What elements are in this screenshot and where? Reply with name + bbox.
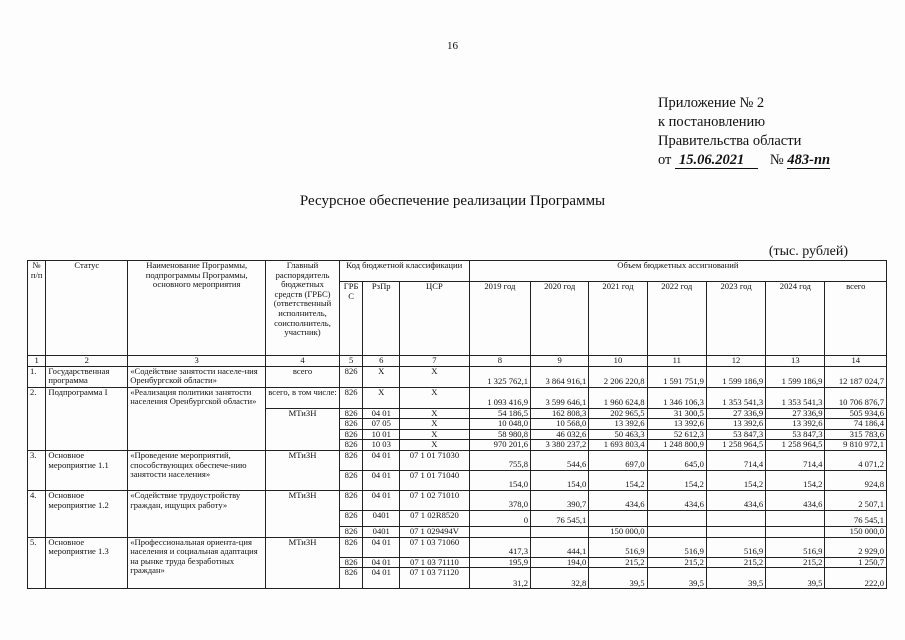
row-csr: Х — [400, 387, 470, 408]
row-number: 2. — [28, 387, 46, 450]
value-total: 315 783,6 — [825, 429, 887, 440]
header-n: № п/п — [28, 261, 46, 356]
value-2019: 58 980,8 — [469, 429, 530, 440]
value-2019: 10 048,0 — [469, 419, 530, 430]
value-2024: 434,6 — [766, 490, 825, 510]
row-grbs: всего — [266, 366, 340, 387]
value-2021: 434,6 — [589, 490, 647, 510]
value-total: 4 071,2 — [825, 450, 887, 470]
header-grbs-code: ГРБ С — [339, 282, 363, 356]
table-row — [28, 490, 887, 510]
row-name: «Проведение мероприятий, способствующих обеспече-нию занятости населения» — [128, 450, 266, 490]
table-row — [28, 537, 887, 557]
units-label: (тыс. рублей) — [768, 244, 848, 259]
value-2024: 27 336,9 — [766, 408, 825, 419]
value-2019: 1 325 762,1 — [469, 366, 530, 387]
value-2019 — [469, 526, 530, 537]
header-2020: 2020 год — [531, 282, 589, 356]
value-2024: 53 847,3 — [766, 429, 825, 440]
value-2022: 52 612,3 — [647, 429, 706, 440]
col-number: 11 — [647, 356, 706, 367]
header-2023: 2023 год — [706, 282, 765, 356]
value-2024: 13 392,6 — [766, 419, 825, 430]
row-status: Подпрограмма I — [46, 387, 128, 450]
value-total: 76 545,1 — [825, 510, 887, 526]
value-total: 10 706 876,7 — [825, 387, 887, 408]
value-2022: 31 300,5 — [647, 408, 706, 419]
value-2020: 10 568,0 — [531, 419, 589, 430]
value-2021: 13 392,6 — [589, 419, 647, 430]
value-2020: 194,0 — [531, 557, 589, 568]
value-2024 — [766, 510, 825, 526]
value-total: 505 934,6 — [825, 408, 887, 419]
row-rzpr: 10 03 — [363, 440, 400, 451]
row-grbs-code: 826 — [339, 408, 363, 419]
row-csr: 07 1 01 71040 — [400, 470, 470, 490]
appendix-line-2: к постановлению — [658, 114, 766, 130]
row-grbs: всего, в том числе: — [266, 387, 340, 408]
appendix-date: 15.06.2021 — [675, 152, 758, 169]
row-rzpr: 04 01 — [363, 450, 400, 470]
row-number: 1. — [28, 366, 46, 387]
value-2020: 3 380 237,2 — [531, 440, 589, 451]
row-grbs-code: 826 — [339, 470, 363, 490]
value-2021: 697,0 — [589, 450, 647, 470]
value-2023: 39,5 — [706, 568, 765, 589]
col-number: 8 — [469, 356, 530, 367]
value-2020: 390,7 — [531, 490, 589, 510]
value-2024: 39,5 — [766, 568, 825, 589]
appendix-dateline — [658, 151, 830, 170]
row-grbs-code: 826 — [339, 568, 363, 589]
appendix-line-3: Правительства области — [658, 133, 802, 149]
row-csr: 07 1 01 71030 — [400, 450, 470, 470]
value-2021: 154,2 — [589, 470, 647, 490]
value-total: 12 187 024,7 — [825, 366, 887, 387]
value-2019: 417,3 — [469, 537, 530, 557]
row-grbs-code: 826 — [339, 440, 363, 451]
value-total: 2 929,0 — [825, 537, 887, 557]
row-rzpr: 0401 — [363, 510, 400, 526]
value-2023: 1 599 186,9 — [706, 366, 765, 387]
header-2022: 2022 год — [647, 282, 706, 356]
table-row — [28, 450, 887, 470]
value-2023: 53 847,3 — [706, 429, 765, 440]
row-number: 5. — [28, 537, 46, 589]
row-number: 4. — [28, 490, 46, 537]
value-2023 — [706, 510, 765, 526]
value-total: 222,0 — [825, 568, 887, 589]
resource-table — [27, 260, 887, 589]
row-grbs-code: 826 — [339, 366, 363, 387]
row-rzpr: Х — [363, 366, 400, 387]
row-name: «Содействие занятости населе-ния Оренбургской области» — [128, 366, 266, 387]
col-number: 14 — [825, 356, 887, 367]
row-grbs: МТиЗН — [266, 537, 340, 589]
value-2020: 46 032,6 — [531, 429, 589, 440]
value-2023 — [706, 526, 765, 537]
value-total: 74 186,4 — [825, 419, 887, 430]
value-2021: 1 960 624,8 — [589, 387, 647, 408]
value-2021: 215,2 — [589, 557, 647, 568]
row-name: «Содействие трудоустройству граждан, ищущих работу» — [128, 490, 266, 537]
value-2021: 202 965,5 — [589, 408, 647, 419]
value-total: 924,8 — [825, 470, 887, 490]
column-number-row — [28, 356, 887, 367]
value-2023: 154,2 — [706, 470, 765, 490]
value-2020: 162 808,3 — [531, 408, 589, 419]
row-csr: 07 1 03 71110 — [400, 557, 470, 568]
row-grbs-code: 826 — [339, 490, 363, 510]
date-prefix: от — [658, 152, 672, 168]
col-number: 2 — [46, 356, 128, 367]
row-csr: Х — [400, 408, 470, 419]
value-2024: 714,4 — [766, 450, 825, 470]
value-2023: 714,4 — [706, 450, 765, 470]
value-2019: 154,0 — [469, 470, 530, 490]
row-csr: 07 1 02 71010 — [400, 490, 470, 510]
row-grbs-code: 826 — [339, 450, 363, 470]
row-csr: 07 1 02R8520 — [400, 510, 470, 526]
col-number: 1 — [28, 356, 46, 367]
value-2023: 1 258 964,5 — [706, 440, 765, 451]
row-rzpr: 04 01 — [363, 557, 400, 568]
value-2024: 1 353 541,3 — [766, 387, 825, 408]
value-2024: 516,9 — [766, 537, 825, 557]
row-name: «Профессиональная ориента-ция населения и социальная адаптация на рынке труда безработных граждан» — [128, 537, 266, 589]
col-number: 7 — [400, 356, 470, 367]
col-number: 4 — [266, 356, 340, 367]
value-2020: 544,6 — [531, 450, 589, 470]
value-2019: 195,9 — [469, 557, 530, 568]
header-grbs: Главный распорядитель бюджетных средств (ГРБС) (ответственный исполнитель, соисполнитель, участник) — [266, 261, 340, 356]
row-grbs-code: 826 — [339, 429, 363, 440]
value-total: 9 810 972,1 — [825, 440, 887, 451]
value-total: 2 507,1 — [825, 490, 887, 510]
table-row — [28, 366, 887, 387]
value-2021: 39,5 — [589, 568, 647, 589]
document-title: Ресурсное обеспечение реализации Программы — [299, 193, 606, 209]
value-2022: 13 392,6 — [647, 419, 706, 430]
row-name: «Реализация политики занятости населения Оренбургской области» — [128, 387, 266, 450]
value-2019: 755,8 — [469, 450, 530, 470]
value-2021: 2 206 220,8 — [589, 366, 647, 387]
col-number: 5 — [339, 356, 363, 367]
value-2022: 434,6 — [647, 490, 706, 510]
value-2021: 150 000,0 — [589, 526, 647, 537]
value-2019: 54 186,5 — [469, 408, 530, 419]
row-csr: Х — [400, 366, 470, 387]
value-2021: 1 693 803,4 — [589, 440, 647, 451]
row-csr: Х — [400, 440, 470, 451]
row-grbs-code: 826 — [339, 419, 363, 430]
value-2022 — [647, 526, 706, 537]
value-2019: 31,2 — [469, 568, 530, 589]
row-rzpr: 04 01 — [363, 470, 400, 490]
value-2020: 76 545,1 — [531, 510, 589, 526]
row-grbs: МТиЗН — [266, 490, 340, 537]
value-2024: 1 258 964,5 — [766, 440, 825, 451]
header-name: Наименование Программы, подпрограммы Программы, основного мероприятия — [128, 261, 266, 356]
value-2023: 27 336,9 — [706, 408, 765, 419]
row-grbs-code: 826 — [339, 537, 363, 557]
value-2020 — [531, 526, 589, 537]
row-grbs-code: 826 — [339, 557, 363, 568]
col-number: 12 — [706, 356, 765, 367]
col-number: 13 — [766, 356, 825, 367]
col-number: 3 — [128, 356, 266, 367]
header-2019: 2019 год — [469, 282, 530, 356]
value-total: 150 000,0 — [825, 526, 887, 537]
col-number: 9 — [531, 356, 589, 367]
row-rzpr: 04 01 — [363, 537, 400, 557]
row-number: 3. — [28, 450, 46, 490]
value-2023: 516,9 — [706, 537, 765, 557]
value-2022: 215,2 — [647, 557, 706, 568]
row-rzpr: 10 01 — [363, 429, 400, 440]
value-2024: 215,2 — [766, 557, 825, 568]
value-2022: 1 346 106,3 — [647, 387, 706, 408]
value-2019: 378,0 — [469, 490, 530, 510]
value-total: 1 250,7 — [825, 557, 887, 568]
row-rzpr: Х — [363, 387, 400, 408]
value-2022: 1 248 800,9 — [647, 440, 706, 451]
header-total: всего — [825, 282, 887, 356]
header-volume: Объем бюджетных ассигнований — [469, 261, 886, 282]
row-grbs: МТиЗН — [266, 450, 340, 490]
row-status: Основное мероприятие 1.2 — [46, 490, 128, 537]
header-csr: ЦСР — [400, 282, 470, 356]
value-2020: 32,8 — [531, 568, 589, 589]
value-2022 — [647, 510, 706, 526]
row-status: Основное мероприятие 1.1 — [46, 450, 128, 490]
value-2019: 970 201,6 — [469, 440, 530, 451]
value-2023: 1 353 541,3 — [706, 387, 765, 408]
page-number: 16 — [447, 40, 458, 52]
header-code: Код бюджетной классификации — [339, 261, 469, 282]
row-csr: 07 1 03 71060 — [400, 537, 470, 557]
row-csr: 07 1 03 71120 — [400, 568, 470, 589]
appendix-block — [658, 94, 830, 170]
value-2022: 645,0 — [647, 450, 706, 470]
row-grbs-code: 826 — [339, 510, 363, 526]
row-grbs-code: 826 — [339, 387, 363, 408]
row-csr: Х — [400, 429, 470, 440]
table-row — [28, 387, 887, 408]
value-2020: 3 599 646,1 — [531, 387, 589, 408]
value-2022: 516,9 — [647, 537, 706, 557]
header-2021: 2021 год — [589, 282, 647, 356]
row-rzpr: 07 05 — [363, 419, 400, 430]
header-rzpr: РзПр — [363, 282, 400, 356]
value-2023: 434,6 — [706, 490, 765, 510]
value-2021 — [589, 510, 647, 526]
value-2019: 0 — [469, 510, 530, 526]
appendix-number: 483-пп — [787, 152, 831, 168]
value-2024: 1 599 186,9 — [766, 366, 825, 387]
col-number: 6 — [363, 356, 400, 367]
row-csr: 07 1 029494V — [400, 526, 470, 537]
col-number: 10 — [589, 356, 647, 367]
row-grbs: МТиЗН — [266, 408, 340, 450]
value-2024 — [766, 526, 825, 537]
value-2022: 39,5 — [647, 568, 706, 589]
number-label: № — [769, 152, 784, 168]
value-2020: 444,1 — [531, 537, 589, 557]
value-2021: 50 463,3 — [589, 429, 647, 440]
value-2023: 13 392,6 — [706, 419, 765, 430]
row-status: Государственная программа — [46, 366, 128, 387]
value-2019: 1 093 416,9 — [469, 387, 530, 408]
row-rzpr: 04 01 — [363, 490, 400, 510]
appendix-line-1: Приложение № 2 — [658, 95, 765, 111]
row-status: Основное мероприятие 1.3 — [46, 537, 128, 589]
value-2020: 3 864 916,1 — [531, 366, 589, 387]
value-2022: 1 591 751,9 — [647, 366, 706, 387]
row-grbs-code: 826 — [339, 526, 363, 537]
header-2024: 2024 год — [766, 282, 825, 356]
row-rzpr: 0401 — [363, 526, 400, 537]
row-rzpr: 04 01 — [363, 568, 400, 589]
value-2024: 154,2 — [766, 470, 825, 490]
header-status: Статус — [46, 261, 128, 356]
row-csr: Х — [400, 419, 470, 430]
value-2023: 215,2 — [706, 557, 765, 568]
value-2020: 154,0 — [531, 470, 589, 490]
value-2022: 154,2 — [647, 470, 706, 490]
value-2021: 516,9 — [589, 537, 647, 557]
row-rzpr: 04 01 — [363, 408, 400, 419]
header-row-1 — [28, 261, 887, 282]
